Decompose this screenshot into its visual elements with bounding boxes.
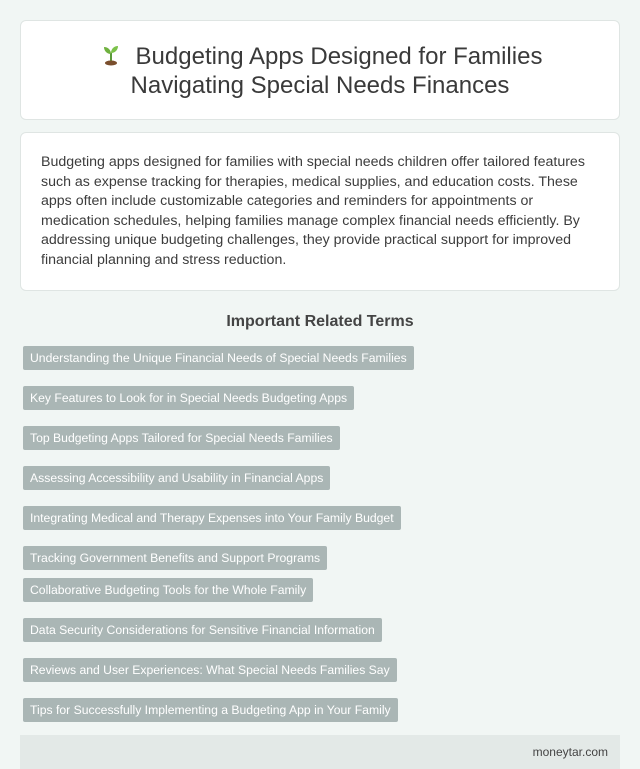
title-line-1: Budgeting Apps Designed for Families [135, 42, 543, 70]
related-term-tag[interactable]: Integrating Medical and Therapy Expenses into Your Family Budget [23, 506, 401, 530]
related-term-tag[interactable]: Reviews and User Experiences: What Special Needs Families Say [23, 658, 397, 682]
related-term-tag[interactable]: Tips for Successfully Implementing a Budgeting App in Your Family [23, 698, 398, 722]
related-term-tag[interactable]: Assessing Accessibility and Usability in Financial Apps [23, 466, 330, 490]
sprout-icon [98, 41, 124, 67]
title-card [20, 20, 620, 120]
related-term-tag[interactable]: Understanding the Unique Financial Needs of Special Needs Families [23, 346, 414, 370]
related-term-tag[interactable]: Key Features to Look for in Special Needs Budgeting Apps [23, 386, 354, 410]
footer-site-link[interactable]: moneytar.com [532, 745, 608, 759]
footer [20, 735, 620, 769]
related-term-tag[interactable]: Top Budgeting Apps Tailored for Special Needs Families [23, 426, 340, 450]
description-text: Budgeting apps designed for families with special needs children offer tailored features such as expense tracking for therapies, medical supplies, and education costs. These apps often include customizable categories and reminders for appointments or medication schedules, helping families manage complex financial needs efficiently. By addressing unique budgeting challenges, they provide practical support for improved financial planning and stress reduction. [41, 154, 585, 268]
related-terms-heading: Important Related Terms [226, 313, 414, 330]
description-card [20, 132, 620, 291]
related-term-tag[interactable]: Data Security Considerations for Sensitive Financial Information [23, 618, 382, 642]
related-term-tag[interactable]: Collaborative Budgeting Tools for the Whole Family [23, 578, 313, 602]
page-title [98, 41, 543, 100]
related-terms-list [20, 346, 620, 722]
related-term-tag[interactable]: Tracking Government Benefits and Support Programs [23, 546, 327, 570]
title-line-2: Navigating Special Needs Finances [130, 71, 510, 99]
